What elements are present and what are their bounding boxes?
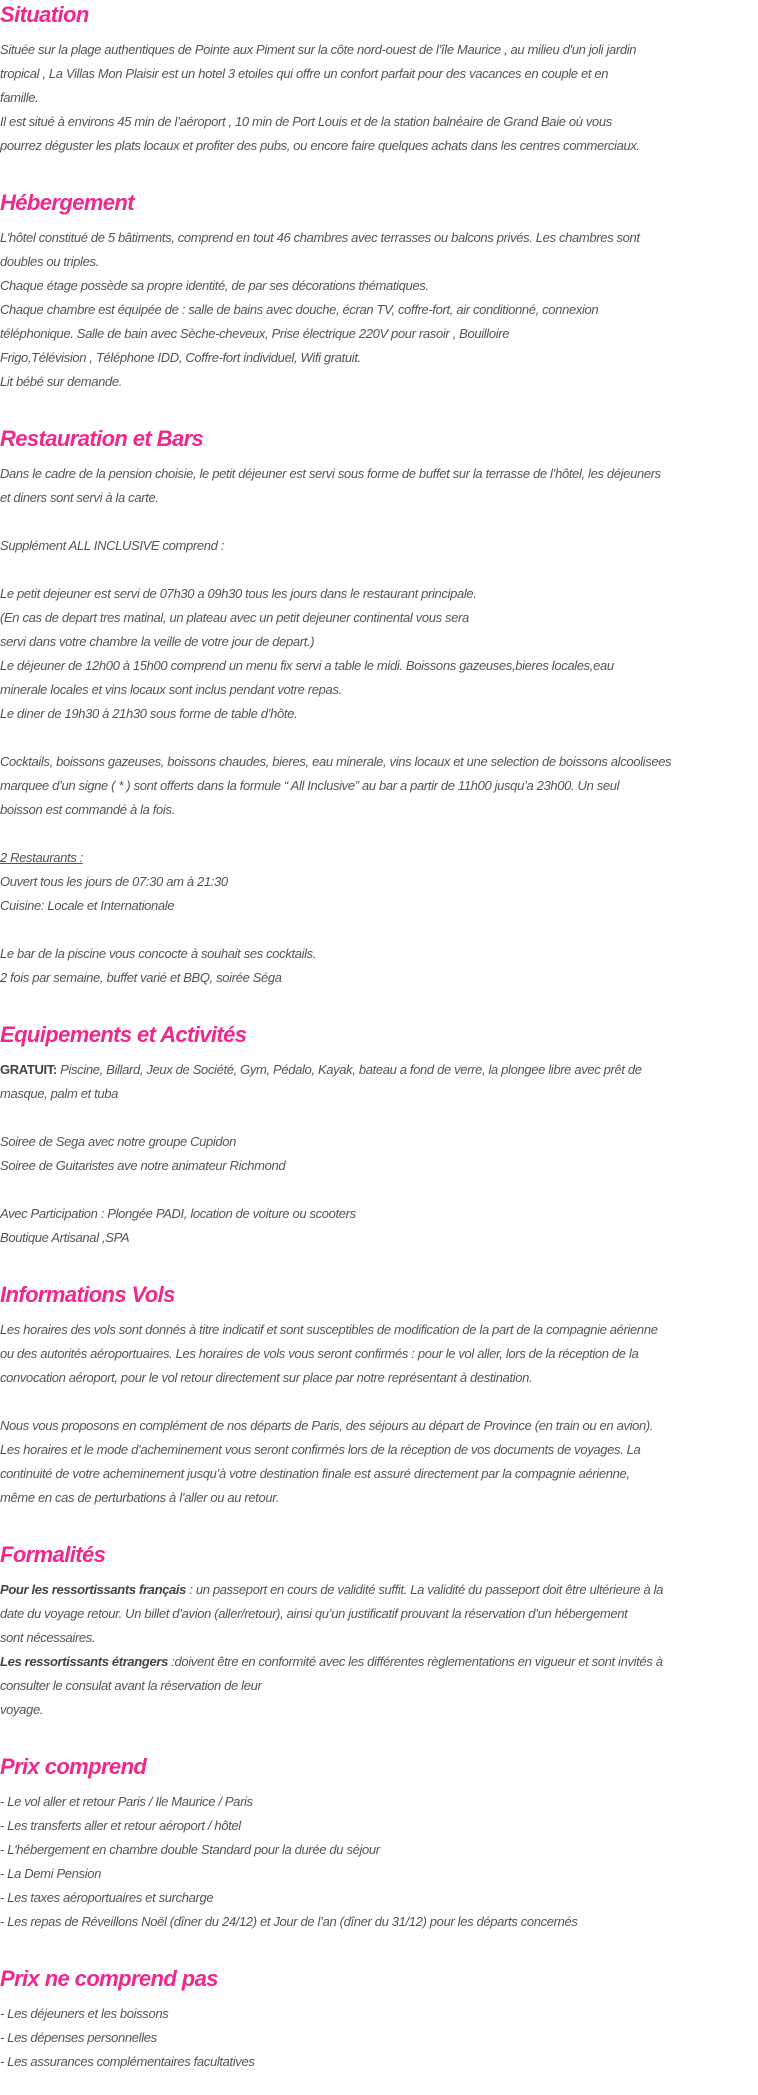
text-line: Frigo,Télévision , Téléphone IDD, Coffre-fort individuel, Wifi gratuit. [0, 350, 361, 365]
blank-line [0, 510, 758, 534]
text-line: L'hôtel constitué de 5 bâtiments, comprend en tout 46 chambres avec terrasses ou balcons privés. Les chambres sont [0, 230, 640, 245]
formalites-body [0, 1578, 758, 1722]
section-prix-comprend [0, 1752, 758, 1934]
text-line: Avec Participation : Plongée PADI, location de voiture ou scooters [0, 1206, 356, 1221]
prix-comprend-list [0, 1790, 758, 1934]
text-line: Les horaires des vols sont donnés à titre indicatif et sont susceptibles de modification de la part de la compagnie aérienne [0, 1322, 658, 1337]
gratuit-line [0, 1058, 758, 1082]
situation-body [0, 38, 758, 158]
text-line: sont nécessaires. [0, 1630, 96, 1645]
section-title-equipements: Equipements et Activités [0, 1022, 247, 1047]
text-line: Située sur la plage authentiques de Pointe aux Piment sur la côte nord-ouest de l’île Maurice , au milieu d'un joli jardin [0, 42, 637, 57]
text-line: Le bar de la piscine vous concocte à souhait ses cocktails. [0, 946, 317, 961]
section-formalites [0, 1540, 758, 1722]
text-line: Nous vous proposons en complément de nos départs de Paris, des séjours au départ de Province (en train ou en avion). [0, 1418, 654, 1433]
blank-line [0, 1106, 758, 1130]
list-item: - Les transferts aller et retour aéroport / hôtel [0, 1818, 241, 1833]
list-item: - L'hébergement en chambre double Standard pour la durée du séjour [0, 1842, 380, 1857]
text-line: Soiree de Sega avec notre groupe Cupidon [0, 1134, 237, 1149]
francais-label: Pour les ressortissants français [0, 1582, 187, 1597]
gratuit-label: GRATUIT: [0, 1062, 57, 1077]
text-line: Lit bébé sur demande. [0, 374, 123, 389]
text-line: voyage. [0, 1702, 44, 1717]
text-line: Le petit dejeuner est servi de 07h30 a 09h30 tous les jours dans le restaurant principale. [0, 586, 477, 601]
text-line: tropical , La Villas Mon Plaisir est un hotel 3 etoiles qui offre un confort parfait pour des vacances en couple et en [0, 66, 609, 81]
text-line: Ouvert tous les jours de 07:30 am à 21:30 [0, 874, 228, 889]
list-item: - Les repas de Réveillons Noël (dîner du 24/12) et Jour de l’an (dîner du 31/12) pour les départs concernés [0, 1914, 578, 1929]
hebergement-body [0, 226, 758, 394]
list-item: - Le vol aller et retour Paris / Ile Maurice / Paris [0, 1794, 253, 1809]
section-title-restauration: Restauration et Bars [0, 426, 204, 451]
text-line: masque, palm et tuba [0, 1086, 119, 1101]
text-line: Le déjeuner de 12h00 à 15h00 comprend un menu fix servi a table le midi. Boissons gazeuses,bieres locales,eau [0, 658, 614, 673]
section-title-formalites: Formalités [0, 1542, 106, 1567]
text-line: 2 fois par semaine, buffet varié et BBQ, soirée Séga [0, 970, 282, 985]
blank-line [0, 1178, 758, 1202]
text-line: marquee d’un signe ( * ) sont offerts dans la formule “ All Inclusive” au bar a partir de 11h00 jusqu’a 23h00. Un seul [0, 778, 620, 793]
equipements-body [0, 1058, 758, 1250]
list-item: - La Demi Pension [0, 1866, 101, 1881]
text-line: servi dans votre chambre la veille de votre jour de depart.) [0, 634, 315, 649]
section-title-vols: Informations Vols [0, 1282, 175, 1307]
text-line: ou des autorités aéroportuaires. Les horaires de vols vous seront confirmés : pour le vol aller, lors de la réception de la [0, 1346, 639, 1361]
etrangers-label: Les ressortissants étrangers [0, 1654, 168, 1669]
section-prix-ne-comprend-pas [0, 1964, 758, 2074]
blank-line [0, 822, 758, 846]
blank-line [0, 726, 758, 750]
text-line: Les horaires et le mode d’acheminement vous seront confirmés lors de la réception de vos documents de voyages. La [0, 1442, 641, 1457]
text-line: consulter le consulat avant la réservation de leur [0, 1678, 262, 1693]
text-line: et diners sont servi à la carte. [0, 490, 159, 505]
etrangers-text: :doivent être en conformité avec les différentes règlementations en vigueur et sont invités à [167, 1654, 663, 1669]
blank-line [0, 918, 758, 942]
text-line: boisson est commandé à la fois. [0, 802, 175, 817]
blank-line [0, 1390, 758, 1414]
text-line: Il est situé à environs 45 min de l’aéroport , 10 min de Port Louis et de la station balnéaire de Grand Baie où vous [0, 114, 612, 129]
text-line: Soiree de Guitaristes ave notre animateur Richmond [0, 1158, 286, 1173]
list-item: - Les assurances complémentaires facultatives [0, 2054, 255, 2069]
list-item: - Les déjeuners et les boissons [0, 2006, 169, 2021]
text-line: même en cas de perturbations à l’aller ou au retour. [0, 1490, 280, 1505]
text-line: pourrez déguster les plats locaux et profiter des pubs, ou encore faire quelques achats dans les centres commerciaux. [0, 138, 640, 153]
section-informations-vols [0, 1280, 758, 1510]
text-line: Chaque chambre est équipée de : salle de bains avec douche, écran TV, coffre-fort, air conditionné, connexion [0, 302, 599, 317]
text-line: Cocktails, boissons gazeuses, boissons chaudes, bieres, eau minerale, vins locaux et une selection de boissons alcoolisees [0, 754, 672, 769]
text-line: Boutique Artisanal ,SPA [0, 1230, 130, 1245]
prix-ne-comprend-pas-list [0, 2002, 758, 2074]
text-line: Le diner de 19h30 à 21h30 sous forme de table d’hôte. [0, 706, 298, 721]
etrangers-line [0, 1650, 758, 1674]
section-title-situation: Situation [0, 2, 89, 27]
section-title-prix-comprend: Prix comprend [0, 1754, 147, 1779]
text-line: Chaque étage possède sa propre identité, de par ses décorations thématiques. [0, 278, 429, 293]
text-line: doubles ou triples. [0, 254, 99, 269]
section-restauration [0, 424, 758, 990]
restaurants-label-line [0, 846, 758, 870]
blank-line [0, 558, 758, 582]
list-item: - Les dépenses personnelles [0, 2030, 157, 2045]
section-equipements [0, 1020, 758, 1250]
section-hebergement [0, 188, 758, 394]
text-line: continuité de votre acheminement jusqu’à votre destination finale est assuré directement par la compagnie aérienne, [0, 1466, 630, 1481]
text-line: (En cas de depart tres matinal, un plateau avec un petit dejeuner continental vous sera [0, 610, 469, 625]
restauration-body [0, 462, 758, 990]
text-line: minerale locales et vins locaux sont inclus pendant votre repas. [0, 682, 342, 697]
francais-text: : un passeport en cours de validité suffit. La validité du passeport doit être ultérieure à la [186, 1582, 663, 1597]
section-title-prix-ne-comprend-pas: Prix ne comprend pas [0, 1966, 218, 1991]
list-item: - Les taxes aéroportuaires et surcharge [0, 1890, 214, 1905]
restaurants-label: 2 Restaurants : [0, 850, 83, 865]
gratuit-text: Piscine, Billard, Jeux de Société, Gym, Pédalo, Kayak, bateau a fond de verre, la plongee libre avec prêt de [56, 1062, 642, 1077]
text-line: Dans le cadre de la pension choisie, le petit déjeuner est servi sous forme de buffet sur la terrasse de l’hôtel, les déjeuners [0, 466, 661, 481]
text-line: date du voyage retour. Un billet d’avion (aller/retour), ainsi qu’un justificatif prouvant la réservation d’un hébergement [0, 1606, 628, 1621]
text-line: famille. [0, 90, 39, 105]
text-line: téléphonique. Salle de bain avec Sèche-cheveux, Prise électrique 220V pour rasoir , Bouilloire [0, 326, 510, 341]
francais-line [0, 1578, 758, 1602]
vols-body [0, 1318, 758, 1510]
text-line: convocation aéroport, pour le vol retour directement sur place par notre représentant à destination. [0, 1370, 533, 1385]
text-line: Cuisine: Locale et Internationale [0, 898, 175, 913]
section-title-hebergement: Hébergement [0, 190, 134, 215]
text-line: Supplément ALL INCLUSIVE comprend : [0, 538, 225, 553]
section-situation [0, 0, 758, 158]
